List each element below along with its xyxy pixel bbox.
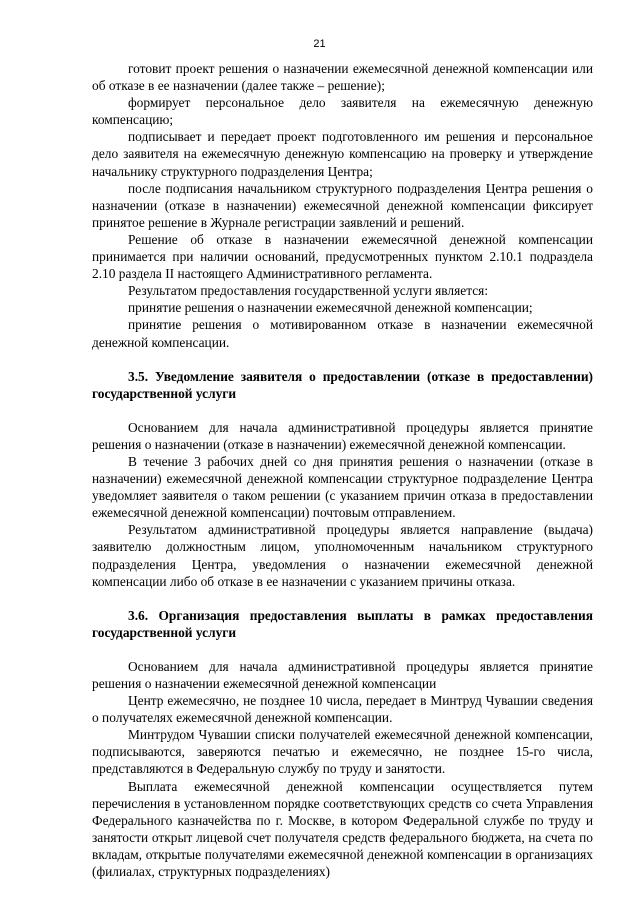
paragraph: В течение 3 рабочих дней со дня принятия решения о назначении (отказе в назначении) ежемесячной денежной компенсации структурное подразделение Центра уведомляет заявителя о таком решении (с указанием причин отказа в предоставлении ежемесячной денежной компенсации) почтовым отправлением. [92,453,593,521]
paragraph: Выплата ежемесячной денежной компенсации осуществляется путем перечисления в установленном порядке соответствующих средств со счета Управления Федерального казначейства по г. Москве, в котором Федеральной службе по труду и занятости открыт лицевой счет получателя средств федерального бюджета, на счета по вкладам, открытые получателями ежемесячной денежной компенсации в организациях (филиалах, структурных подразделениях) [92,778,593,880]
page-number: 21 [313,38,326,50]
paragraph: Минтрудом Чувашии списки получателей ежемесячной денежной компенсации, подписываются, заверяются печатью и ежемесячно, не позднее 15-го числа, представляются в Федеральную службу по труду и занятости. [92,727,593,777]
paragraph: Результатом административной процедуры является направление (выдача) заявителю должностным лицом, уполномоченным начальником структурного подразделения Центра, уведомления о назначении ежемесячной денежной компенсации либо об отказе в ее назначении с указанием причины отказа. [92,522,593,589]
paragraph: Центр ежемесячно, не позднее 10 числа, передает в Минтруд Чувашии сведения о получателях ежемесячной денежной компенсации. [92,693,593,726]
paragraph: принятие решения о мотивированном отказе в назначении ежемесячной денежной компенсации. [92,317,593,350]
paragraph: Решение об отказе в назначении ежемесячной денежной компенсации принимается при наличии оснований, предусмотренных пунктом 2.10.1 подраздела 2.10 раздела II настоящего Административного регламента. [92,231,593,282]
paragraph: Результатом предоставления государственной услуги является: [128,283,489,299]
paragraph: подписывает и передает проект подготовленного им решения и персональное дело заявителя на ежемесячную денежную компенсацию на проверку и утверждение начальнику структурного подразделения Центра; [92,129,593,179]
paragraph: формирует персональное дело заявителя на ежемесячную денежную компенсацию; [92,95,593,128]
section-heading-3-5: 3.5. Уведомление заявителя о предоставлении (отказе в предоставлении) государственной услуги [92,368,593,401]
paragraph: готовит проект решения о назначении ежемесячной денежной компенсации или об отказе в ее назначении (далее также – решение); [92,61,593,94]
section-heading-3-6: 3.6. Организация предоставления выплаты в рамках предоставления государственной услуги [92,607,593,640]
paragraph: после подписания начальником структурного подразделения Центра решения о назначении (отказе в назначении) ежемесячной денежной компенсации фиксирует принятое решение в Журнале регистрации заявлений и решений. [92,180,593,230]
paragraph: Основанием для начала административной процедуры является принятие решения о назначении ежемесячной денежной компенсации [92,658,593,691]
paragraph: Основанием для начала административной процедуры является принятие решения о назначении (отказе в назначении) ежемесячной денежной компенсации. [92,419,593,452]
paragraph: принятие решения о назначении ежемесячной денежной компенсации; [128,300,533,316]
